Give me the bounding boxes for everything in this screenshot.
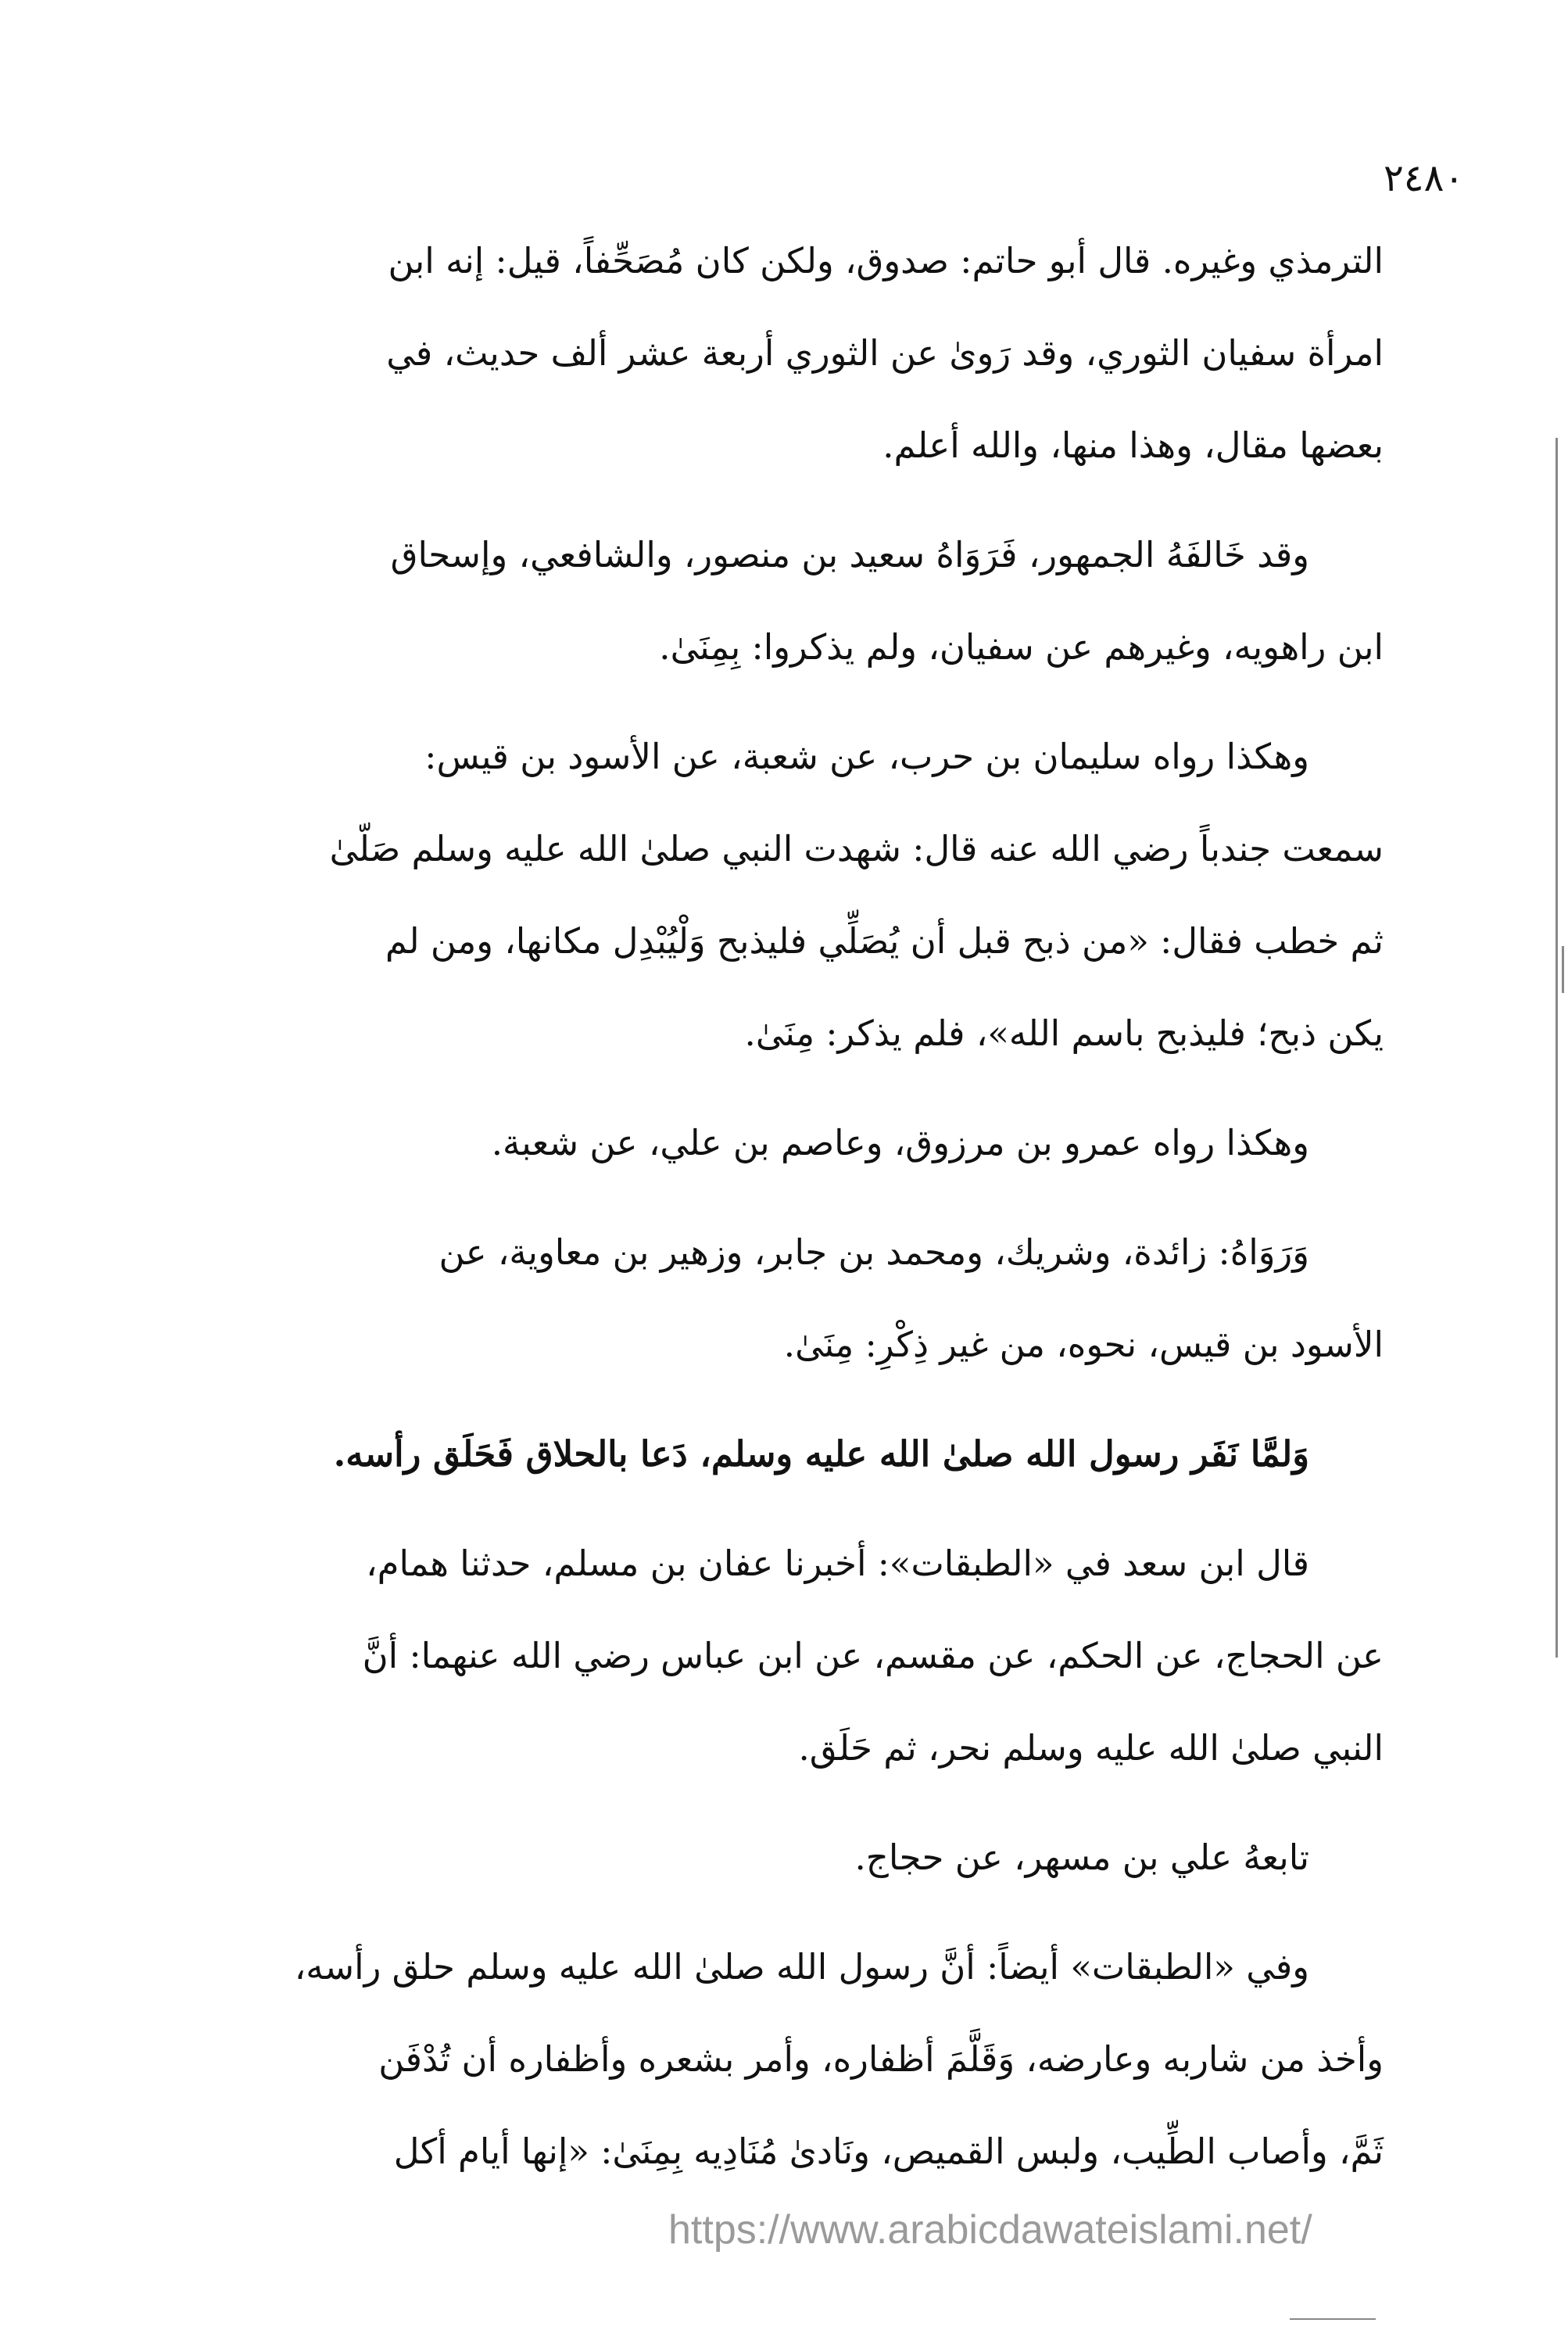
- text-line: سمعت جندباً رضي الله عنه قال: شهدت النبي صلىٰ الله عليه وسلم صَلّىٰ: [329, 828, 1384, 869]
- text-line: وقد خَالفَهُ الجمهور، فَرَوَاهُ سعيد بن منصور، والشافعي، وإسحاق: [390, 534, 1309, 575]
- text-line: وَرَوَاهُ: زائدة، وشريك، ومحمد بن جابر، وزهير بن معاوية، عن: [439, 1231, 1309, 1273]
- text-line: وفي «الطبقات» أيضاً: أنَّ رسول الله صلىٰ الله عليه وسلم حلق رأسه،: [294, 1946, 1309, 1988]
- page-number: ٢٤٨٠: [1384, 156, 1465, 200]
- paragraph: [188, 1097, 1384, 1189]
- scan-edge-mark: [1562, 946, 1564, 993]
- text-line: ثم خطب فقال: «من ذبح قبل أن يُصَلِّي فليذبح وَلْيُبْدِل مكانها، ومن لم: [385, 920, 1384, 962]
- paragraph: [188, 1206, 1384, 1391]
- text-line: امرأة سفيان الثوري، وقد رَوىٰ عن الثوري أربعة عشر ألف حديث، في: [386, 332, 1384, 374]
- paragraph: [188, 1921, 1384, 2198]
- text-line: ابن راهويه، وغيرهم عن سفيان، ولم يذكروا: بِمِنَىٰ.: [659, 626, 1384, 668]
- text-line: بعضها مقال، وهذا منها، والله أعلم.: [882, 425, 1384, 466]
- paragraph: [188, 711, 1384, 1080]
- watermark-url: https://www.arabicdawateislami.net/: [668, 2207, 1312, 2253]
- paragraph: [188, 509, 1384, 694]
- text-line: وهكذا رواه عمرو بن مرزوق، وعاصم بن علي، عن شعبة.: [491, 1122, 1309, 1163]
- text-line: وَلمَّا نَفَر رسول الله صلىٰ الله عليه وسلم، دَعا بالحلاق فَحَلَق رأسه.: [333, 1433, 1309, 1475]
- paragraph: [188, 1518, 1384, 1794]
- text-line: ثَمَّ، وأصاب الطِّيب، ولبس القميص، ونَادىٰ مُنَادِيه بِمِنَىٰ: «إنها أيام أكل: [393, 2131, 1384, 2172]
- text-line: قال ابن سعد في «الطبقات»: أخبرنا عفان بن مسلم، حدثنا همام،: [366, 1543, 1309, 1584]
- paragraph: [188, 1408, 1384, 1500]
- scan-edge-line: [1555, 438, 1558, 1658]
- text-line: الترمذي وغيره. قال أبو حاتم: صدوق، ولكن كان مُصَحِّفاً، قيل: إنه ابن: [388, 240, 1384, 281]
- text-line: الأسود بن قيس، نحوه، من غير ذِكْرِ: مِنَىٰ.: [783, 1324, 1384, 1365]
- text-line: وأخذ من شاربه وعارضه، وَقَلَّمَ أظفاره، وأمر بشعره وأظفاره أن تُدْفَن: [378, 2038, 1384, 2080]
- text-line: يكن ذبح؛ فليذبح باسم الله»، فلم يذكر: مِنَىٰ.: [744, 1013, 1384, 1054]
- text-line: تابعهُ علي بن مسهر، عن حجاج.: [854, 1837, 1309, 1878]
- paragraph: [188, 215, 1384, 492]
- text-line: النبي صلىٰ الله عليه وسلم نحر، ثم حَلَق.: [798, 1727, 1384, 1769]
- text-line: وهكذا رواه سليمان بن حرب، عن شعبة، عن الأسود بن قيس:: [424, 736, 1309, 777]
- text-line: عن الحجاج، عن الحكم، عن مقسم، عن ابن عباس رضي الله عنهما: أنَّ: [362, 1635, 1384, 1676]
- scan-bottom-mark: [1290, 2318, 1376, 2320]
- body-text: [188, 215, 1384, 2215]
- paragraph: [188, 1812, 1384, 1904]
